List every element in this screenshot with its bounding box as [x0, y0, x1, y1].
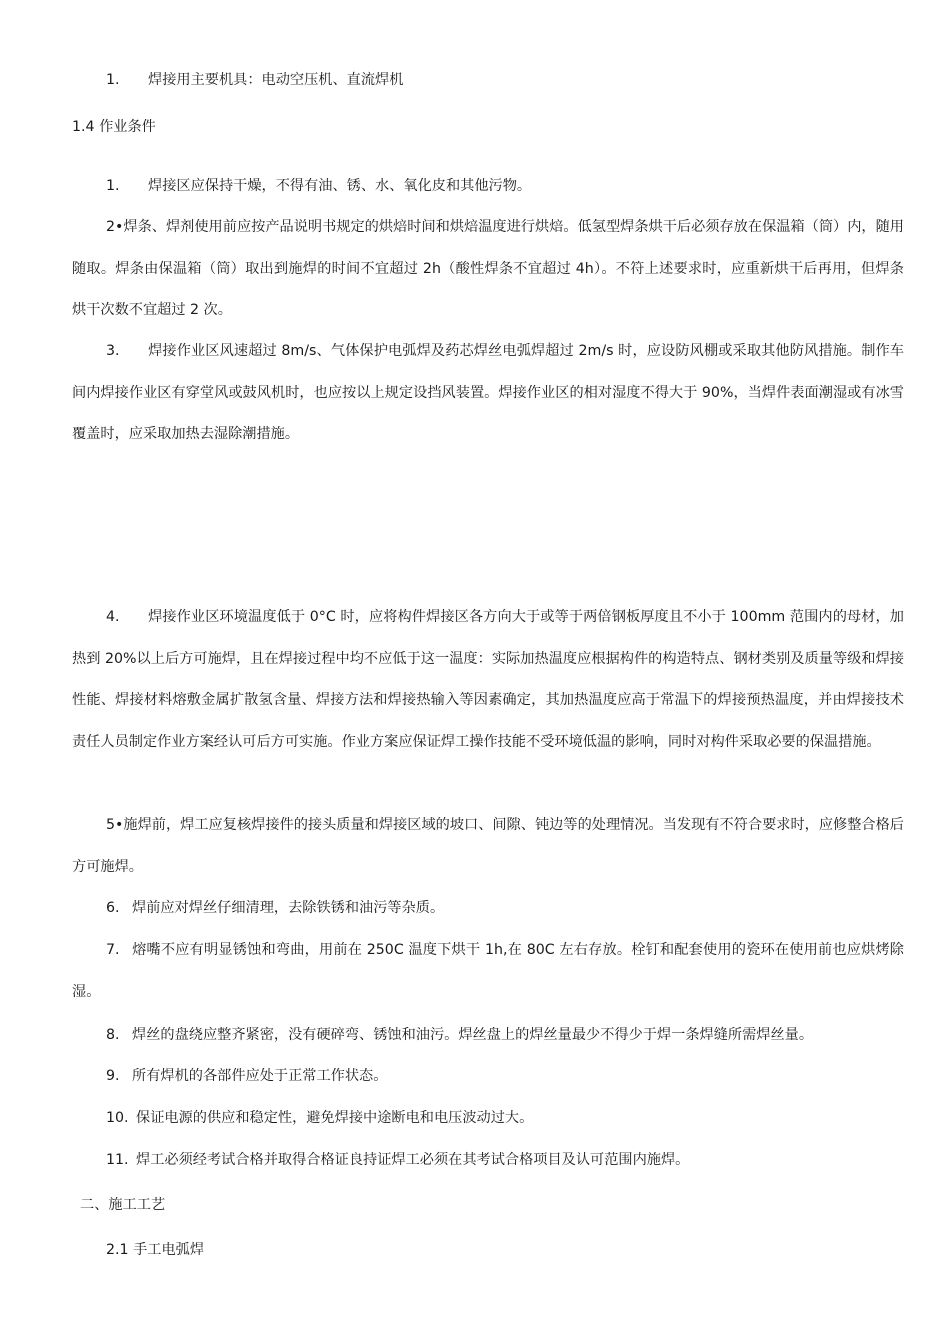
list-number: 1. — [106, 72, 120, 88]
list-number: 4. — [106, 609, 120, 625]
list-number: 9. — [106, 1068, 120, 1084]
list-text: 焊工必须经考试合格并取得合格证良持证焊工必须在其考试合格项目及认可范围内施焊。 — [136, 1152, 690, 1168]
condition-item-10 — [72, 1098, 904, 1140]
list-text: 焊接作业区环境温度低于 0°C 时，应将构件焊接区各方向大于或等于两倍钢板厚度且不小于 100mm 范围内的母材，加热到 20%以上后方可施焊，且在焊接过程中均不应低于这一温度：实际加热温度应根据构件的构造特点、钢材类别及质量等级和焊接性能、焊接材料熔敷金属扩散氢含量、焊接方法和焊接热输入等因素确定，其加热温度应高于常温下的焊接预热温度，并由焊接技术责任人员制定作业方案经认可后方可实施。作业方案应保证焊工操作技能不受环境低温的影响，同时对构件采取必要的保温措施。 — [72, 609, 904, 750]
section-heading-1-4: 1.4 作业条件 — [72, 119, 156, 135]
list-number: 11. — [106, 1152, 129, 1168]
tools-item — [72, 60, 904, 102]
list-number: 8. — [106, 1027, 120, 1043]
condition-item-3 — [72, 331, 904, 456]
condition-item-5: 5•施焊前，焊工应复核焊接件的接头质量和焊接区域的坡口、间隙、钝边等的处理情况。当发现有不符合要求时，应修整合格后方可施焊。 — [72, 817, 904, 875]
list-number: 6. — [106, 900, 120, 916]
list-number: 1. — [106, 178, 120, 194]
condition-item-7 — [72, 930, 904, 1013]
condition-item-6 — [72, 888, 904, 930]
list-text: 熔嘴不应有明显锈蚀和弯曲，用前在 250C 温度下烘干 1h,在 80C 左右存放。栓钉和配套使用的瓷环在使用前也应烘烤除湿。 — [72, 942, 904, 1000]
condition-item-9 — [72, 1056, 904, 1098]
list-number: 7. — [106, 942, 120, 958]
list-text: 焊接用主要机具：电动空压机、直流焊机 — [148, 72, 404, 88]
condition-item-4 — [72, 597, 904, 763]
list-text: 保证电源的供应和稳定性，避免焊接中途断电和电压波动过大。 — [136, 1110, 534, 1126]
condition-item-8 — [72, 1015, 904, 1057]
list-text: 焊接区应保持干燥，不得有油、锈、水、氧化皮和其他污物。 — [148, 178, 532, 194]
section-heading-2: 二、施工工艺 — [80, 1197, 166, 1213]
list-number: 10. — [106, 1110, 129, 1126]
list-text: 焊前应对焊丝仔细清理，去除铁锈和油污等杂质。 — [132, 900, 445, 916]
condition-item-2: 2•焊条、焊剂使用前应按产品说明书规定的烘焙时间和烘焙温度进行烘焙。低氢型焊条烘干后必须存放在保温箱（筒）内，随用随取。焊条由保温箱（筒）取出到施焊的时间不宜超过 2h（酸性焊条不宜超过 4h）。不符上述要求时，应重新烘干后再用，但焊条烘干次数不宜超过 2 次。 — [72, 219, 904, 318]
condition-item-11 — [72, 1140, 904, 1182]
list-text: 焊接作业区风速超过 8m/s、气体保护电弧焊及药芯焊丝电弧焊超过 2m/s 时，应设防风棚或采取其他防风措施。制作车间内焊接作业区有穿堂风或鼓风机时，也应按以上规定设挡风装置。焊接作业区的相对湿度不得大于 90%，当焊件表面潮湿或有冰雪覆盖时，应采取加热去湿除潮措施。 — [72, 343, 904, 442]
list-number: 3. — [106, 343, 120, 359]
section-heading-2-1: 2.1 手工电弧焊 — [106, 1242, 205, 1258]
list-text: 所有焊机的各部件应处于正常工作状态。 — [132, 1068, 388, 1084]
condition-item-1 — [72, 166, 904, 208]
list-text: 焊丝的盘绕应整齐紧密，没有硬碎弯、锈蚀和油污。焊丝盘上的焊丝量最少不得少于焊一条焊缝所需焊丝量。 — [132, 1027, 814, 1043]
